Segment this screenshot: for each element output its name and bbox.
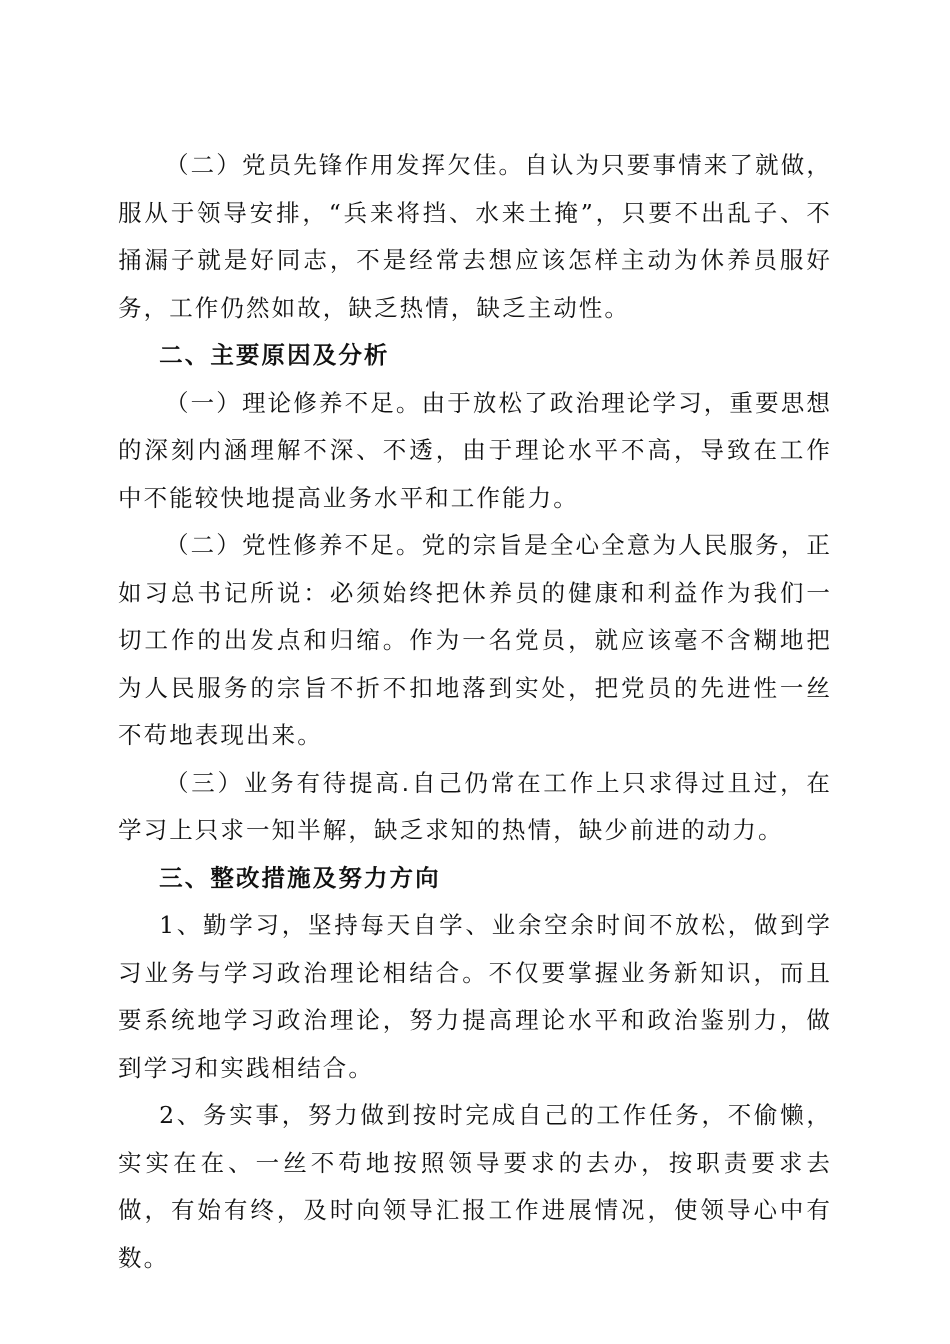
paragraph-body: 由于放松了政治理论学习，重要思想的深刻内涵理解不深、不透，由于理论水平不高，导致在工作中不能较快地提高业务水平和工作能力。 [118,388,832,512]
heading-text: 二、主要原因及分析 [159,341,390,369]
document-page [118,142,832,1282]
paragraph-measure-practical-work [118,1092,832,1282]
heading-text: 三、整改措施及努力方向 [159,863,441,892]
paragraph-party-member-role [118,142,832,332]
paragraph-business-skills [118,760,832,855]
paragraph-measure-study [118,902,832,1092]
paragraph-body: 自己仍常在工作上只求得过且过，在学习上只求一知半解，缺乏求知的热情，缺少前进的动力。 [118,768,832,844]
paragraph-lead: （三）业务有待提高. [165,768,412,797]
section-heading-causes [118,332,832,380]
paragraph-lead: （一）理论修养不足。 [165,388,422,417]
paragraph-body: 1、勤学习，坚持每天自学、业余空余时间不放松，做到学习业务与学习政治理论相结合。不仅要掌握业务新知识，而且要系统地学习政治理论，努力提高理论水平和政治鉴别力，做到学习和实践相结合。 [118,911,832,1082]
paragraph-theory-cultivation [118,380,832,523]
paragraph-lead: （二）党员先锋作用发挥欠佳。 [165,151,525,179]
paragraph-lead: （二）党性修养不足。 [165,531,422,559]
section-heading-measures [118,855,832,903]
paragraph-body: 党的宗旨是全心全意为人民服务，正如习总书记所说：必须始终把休养员的健康和利益作为我们一切工作的出发点和归缩。作为一名党员，就应该毫不含糊地把为人民服务的宗旨不折不扣地落到实处，把党员的先进性一丝不苟地表现出来。 [118,531,832,749]
paragraph-body: 自认为只要事情来了就做，服从于领导安排，“兵来将挡、水来土掩”，只要不出乱子、不捅漏子就是好同志，不是经常去想应该怎样主动为休养员服好务，工作仍然如故，缺乏热情，缺乏主动性。 [118,151,832,322]
paragraph-body: 2、务实事，努力做到按时完成自己的工作任务，不偷懒，实实在在、一丝不苟地按照领导要求的去办，按职责要求去做，有始有终，及时向领导汇报工作进展情况，使领导心中有数。 [118,1101,832,1272]
paragraph-party-spirit [118,522,832,760]
